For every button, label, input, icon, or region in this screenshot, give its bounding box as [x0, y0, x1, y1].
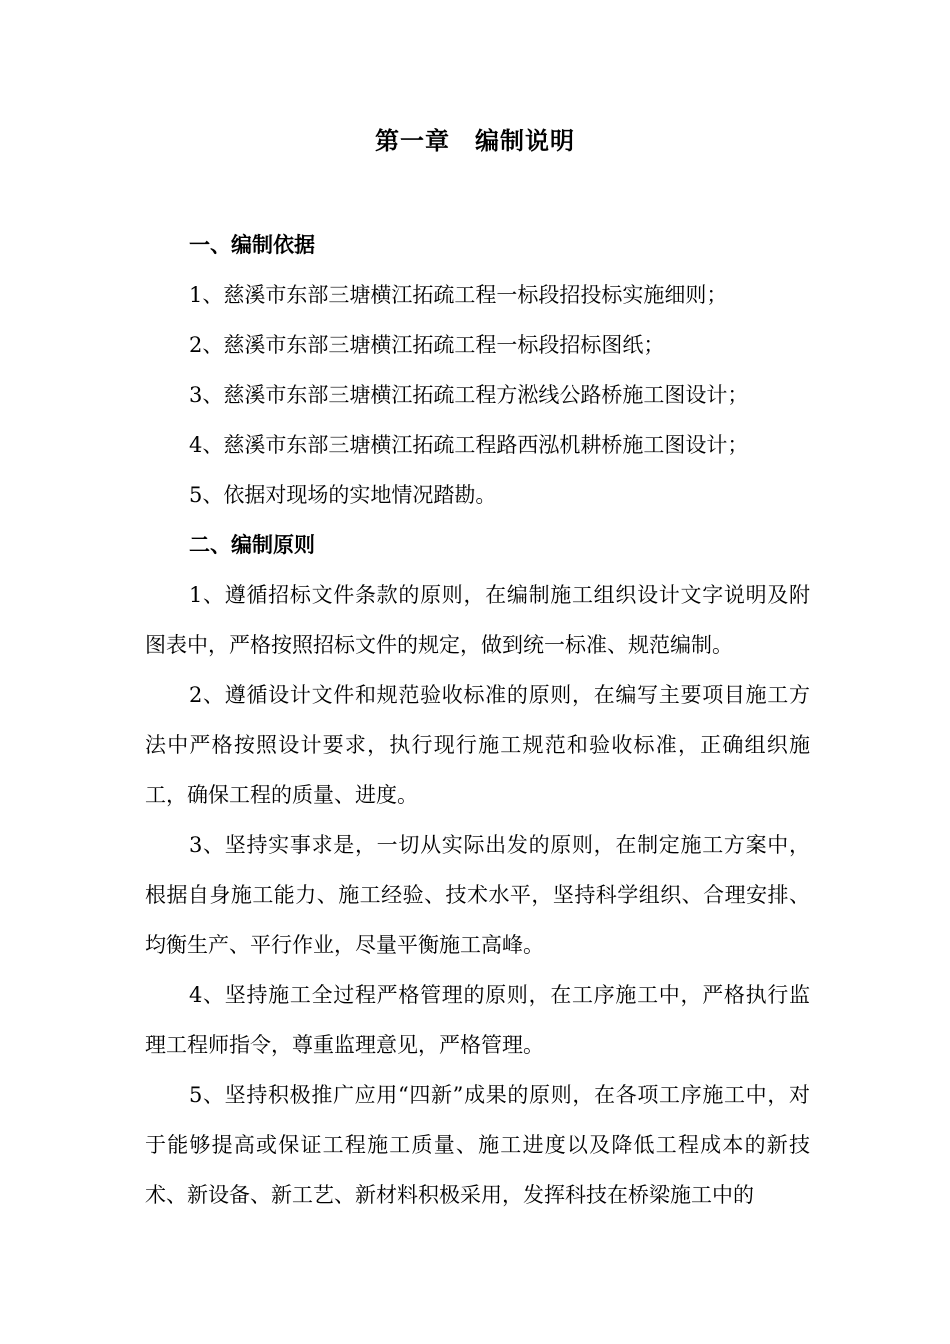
- section-heading-principles: 二、编制原则: [189, 533, 315, 557]
- principle-paragraph-4: 4、坚持施工全过程严格管理的原则，在工序施工中，严格执行监理工程师指令，尊重监理意见，严格管理。: [145, 983, 810, 1057]
- principle-paragraph-3: 3、坚持实事求是，一切从实际出发的原则，在制定施工方案中，根据自身施工能力、施工经验、技术水平，坚持科学组织、合理安排、均衡生产、平行作业，尽量平衡施工高峰。: [145, 833, 810, 957]
- basis-item-5: 5、依据对现场的实地情况踏勘。: [189, 483, 497, 507]
- basis-item-4: 4、慈溪市东部三塘横江拓疏工程路西泓机耕桥施工图设计；: [189, 433, 749, 457]
- basis-item-2: 2、慈溪市东部三塘横江拓疏工程一标段招标图纸；: [189, 333, 665, 357]
- principle-paragraph-1: 1、遵循招标文件条款的原则，在编制施工组织设计文字说明及附图表中，严格按照招标文件的规定，做到统一标准、规范编制。: [145, 583, 810, 657]
- principle-paragraph-5: 5、坚持积极推广应用“四新”成果的原则，在各项工序施工中，对于能够提高或保证工程施工质量、施工进度以及降低工程成本的新技术、新设备、新工艺、新材料积极采用，发挥科技在桥梁施工中的: [145, 1083, 810, 1207]
- document-body: [145, 220, 810, 1220]
- basis-item-3: 3、慈溪市东部三塘横江拓疏工程方淞线公路桥施工图设计；: [189, 383, 749, 407]
- section-heading-basis: 一、编制依据: [189, 233, 315, 257]
- principle-paragraph-2: 2、遵循设计文件和规范验收标准的原则，在编写主要项目施工方法中严格按照设计要求，执行现行施工规范和验收标准，正确组织施工，确保工程的质量、进度。: [145, 683, 810, 807]
- basis-item-1: 1、慈溪市东部三塘横江拓疏工程一标段招投标实施细则；: [189, 283, 728, 307]
- chapter-title: 第一章 编制说明: [375, 127, 575, 155]
